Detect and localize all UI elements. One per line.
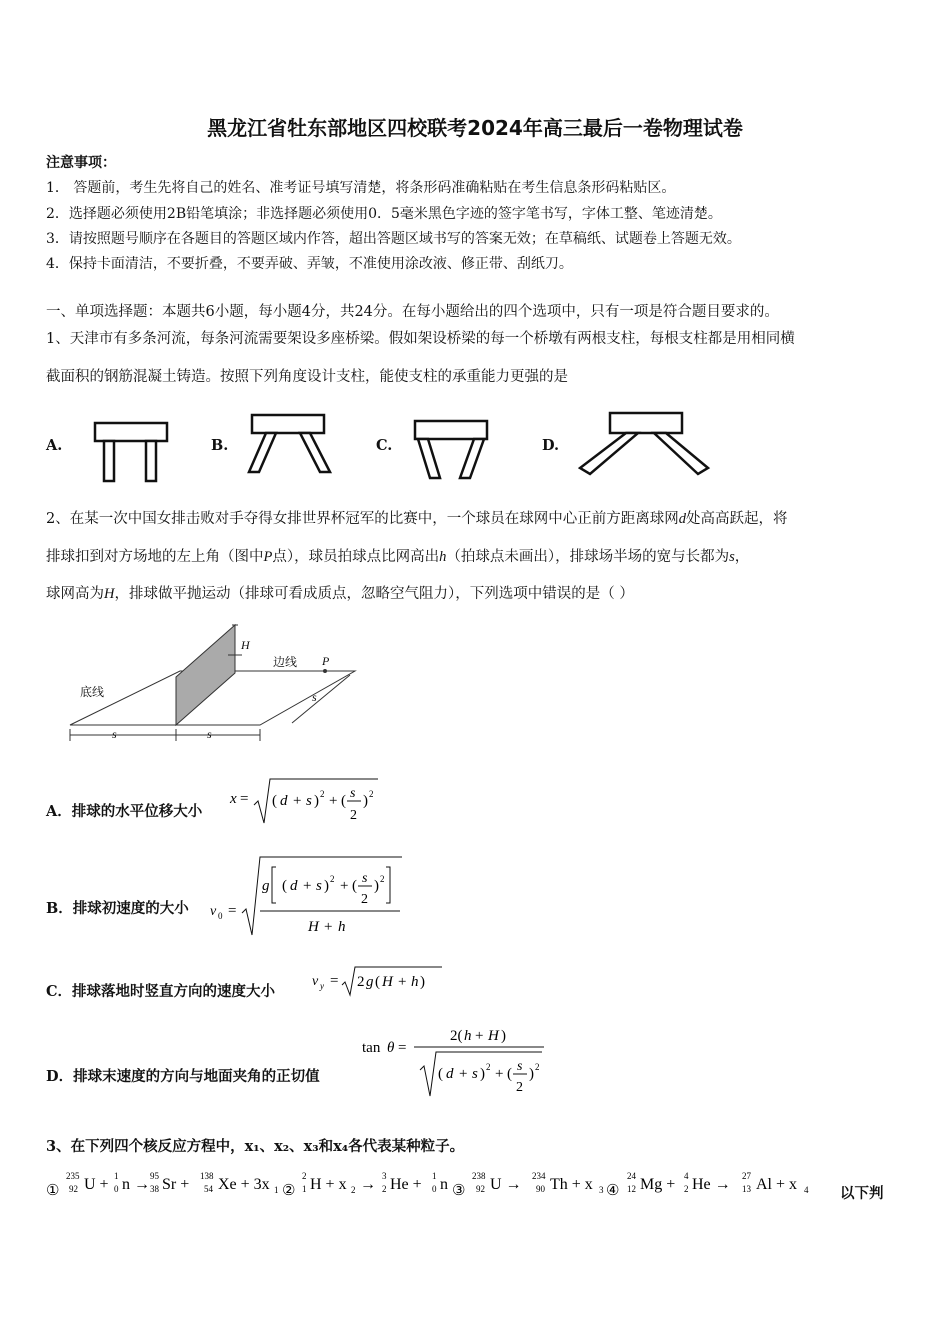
svg-text:(: ( bbox=[375, 974, 380, 990]
svg-text:138: 138 bbox=[200, 1171, 214, 1181]
svg-text:H: H bbox=[488, 1028, 499, 1044]
q2-option-d: D．排球末速度的方向与地面夹角的正切值 bbox=[46, 1068, 320, 1085]
q2-option-d-formula bbox=[362, 1020, 552, 1100]
svg-text:+: + bbox=[398, 974, 407, 990]
svg-text:12: 12 bbox=[627, 1184, 636, 1194]
svg-text:h: h bbox=[338, 919, 346, 935]
svg-text:H + x: H + x bbox=[310, 1176, 347, 1193]
svg-text:235: 235 bbox=[66, 1171, 80, 1181]
notice-item: 1． 答题前，考生先将自己的姓名、准考证号填写清楚，将条形码准确粘贴在考生信息条形码粘贴区。 bbox=[46, 180, 676, 196]
svg-text:Th + x: Th + x bbox=[550, 1176, 593, 1193]
q2-figure-label-baseline: 底线 bbox=[80, 685, 105, 699]
svg-text:h: h bbox=[411, 974, 419, 990]
svg-text:Xe + 3x: Xe + 3x bbox=[218, 1176, 270, 1193]
svg-text:(: ( bbox=[507, 1066, 512, 1082]
svg-text:(: ( bbox=[438, 1066, 443, 1082]
svg-text:+: + bbox=[329, 793, 338, 809]
svg-text:→: → bbox=[360, 1176, 376, 1193]
svg-text:h: h bbox=[464, 1028, 472, 1044]
svg-text:v: v bbox=[210, 904, 217, 919]
svg-text:): ) bbox=[363, 793, 368, 809]
notice-item: 4．保持卡面清洁，不要折叠，不要弄破、弄皱，不准使用涂改液、修正带、刮纸刀。 bbox=[46, 256, 573, 272]
svg-text:2: 2 bbox=[350, 808, 357, 823]
svg-text:1: 1 bbox=[302, 1184, 307, 1194]
svg-text:3: 3 bbox=[382, 1171, 387, 1181]
notice-item: 2．选择题必须使用2B铅笔填涂；非选择题必须使用0．5毫米黑色字迹的签字笔书写，字体工整、笔迹清楚。 bbox=[46, 206, 722, 222]
svg-text:2: 2 bbox=[361, 892, 368, 907]
svg-text:He →: He → bbox=[692, 1176, 731, 1193]
svg-text:2: 2 bbox=[382, 1184, 387, 1194]
svg-text:2: 2 bbox=[320, 789, 325, 799]
svg-text:y: y bbox=[320, 981, 324, 991]
page-title: 黑龙江省牡东部地区四校联考2024年高三最后一卷物理试卷 bbox=[207, 116, 743, 140]
q1-option-d-label: D. bbox=[542, 437, 560, 454]
q2-figure-label-p: P bbox=[322, 654, 330, 668]
q2-figure-label-s-diagonal: s bbox=[312, 690, 317, 704]
svg-text:92: 92 bbox=[476, 1184, 485, 1194]
q1-option-a-figure bbox=[92, 420, 172, 485]
svg-text:Mg +: Mg + bbox=[640, 1176, 676, 1193]
q1-text-line1: 1、天津市有多条河流，每条河流需要架设多座桥梁。假如架设桥梁的每一个桥墩有两根支柱，每根支柱都是用相同横 bbox=[46, 331, 795, 347]
svg-text:v: v bbox=[312, 974, 319, 989]
svg-text:38: 38 bbox=[150, 1184, 159, 1194]
q2-figure-label-s-right: s bbox=[207, 727, 212, 741]
svg-text:0: 0 bbox=[218, 911, 223, 921]
q2-court-figure bbox=[60, 615, 360, 745]
svg-text:4: 4 bbox=[804, 1185, 809, 1195]
q2-text-line2: 排球扣到对方场地的左上角（图中P点），球员拍球点比网高出h（拍球点未画出），排球场半场的宽与长都为s， bbox=[46, 549, 750, 565]
svg-text:s: s bbox=[472, 1066, 478, 1082]
svg-text:s: s bbox=[316, 878, 322, 894]
svg-text:(: ( bbox=[282, 878, 287, 894]
q2-option-c-formula bbox=[312, 965, 452, 999]
svg-text:2: 2 bbox=[369, 789, 374, 799]
svg-text:2: 2 bbox=[535, 1062, 540, 1072]
svg-text:+: + bbox=[324, 919, 333, 935]
svg-text:): ) bbox=[420, 974, 425, 990]
svg-text:54: 54 bbox=[204, 1184, 213, 1194]
svg-text:3: 3 bbox=[599, 1185, 604, 1195]
svg-text:s: s bbox=[517, 1059, 523, 1074]
svg-text:s: s bbox=[306, 793, 312, 809]
svg-text:4: 4 bbox=[684, 1171, 689, 1181]
svg-text:2: 2 bbox=[684, 1184, 689, 1194]
svg-text:g: g bbox=[366, 974, 374, 990]
circle-3: ③ bbox=[452, 1183, 466, 1199]
svg-text:d: d bbox=[280, 793, 288, 809]
svg-text:1: 1 bbox=[432, 1171, 437, 1181]
q2-figure-label-s-left: s bbox=[112, 727, 117, 741]
svg-text:2: 2 bbox=[330, 874, 335, 884]
svg-text:27: 27 bbox=[742, 1171, 751, 1181]
svg-text:+: + bbox=[459, 1066, 468, 1082]
svg-text:n →: n → bbox=[122, 1176, 150, 1193]
svg-text:90: 90 bbox=[536, 1184, 545, 1194]
svg-text:s: s bbox=[350, 786, 356, 801]
svg-text:U →: U → bbox=[490, 1176, 522, 1193]
svg-text:H: H bbox=[308, 919, 319, 935]
q2-figure-label-sideline: 边线 bbox=[273, 655, 298, 669]
notice-item: 3．请按照题号顺序在各题目的答题区域内作答，超出答题区域书写的答案无效；在草稿纸、试题卷上答题无效。 bbox=[46, 231, 741, 247]
svg-text:2: 2 bbox=[351, 1185, 356, 1195]
svg-text:): ) bbox=[324, 878, 329, 894]
q1-option-b-label: B. bbox=[211, 437, 229, 454]
q3-tail: 以下判 bbox=[840, 1185, 884, 1202]
svg-text:2: 2 bbox=[380, 874, 385, 884]
svg-text:(: ( bbox=[352, 878, 357, 894]
svg-text:+: + bbox=[293, 793, 302, 809]
svg-text:13: 13 bbox=[742, 1184, 751, 1194]
svg-text:1: 1 bbox=[274, 1185, 279, 1195]
svg-text:234: 234 bbox=[532, 1171, 546, 1181]
q2-text-line1: 2、在某一次中国女排击败对手夺得女排世界杯冠军的比赛中，一个球员在球网中心正前方距离球网d处高高跃起，将 bbox=[46, 511, 788, 527]
q2-figure-label-h: H bbox=[241, 638, 250, 652]
svg-text:+: + bbox=[475, 1028, 484, 1044]
svg-text:2: 2 bbox=[302, 1171, 307, 1181]
notice-heading: 注意事项： bbox=[46, 155, 116, 171]
svg-text:0: 0 bbox=[432, 1184, 437, 1194]
svg-text:): ) bbox=[529, 1066, 534, 1082]
svg-text:1: 1 bbox=[114, 1171, 119, 1181]
svg-text:+: + bbox=[340, 878, 349, 894]
svg-text:U +: U + bbox=[84, 1176, 109, 1193]
q2-text-line3: 球网高为H，排球做平抛运动（排球可看成质点，忽略空气阻力），下列选项中错误的是（ ） bbox=[46, 586, 634, 602]
svg-text:): ) bbox=[501, 1028, 506, 1044]
svg-text:+: + bbox=[495, 1066, 504, 1082]
svg-text:92: 92 bbox=[69, 1184, 78, 1194]
svg-text:θ: θ bbox=[387, 1040, 395, 1056]
q2-option-a-formula bbox=[228, 777, 388, 827]
svg-text:2(: 2( bbox=[450, 1028, 463, 1044]
svg-text:24: 24 bbox=[627, 1171, 636, 1181]
q3-text-line1: 3、在下列四个核反应方程中，x₁、x₂、x₃和x₄各代表某种粒子。 bbox=[46, 1138, 465, 1155]
svg-text:n: n bbox=[440, 1176, 448, 1193]
svg-text:tan: tan bbox=[362, 1040, 381, 1056]
svg-text:x: x bbox=[230, 791, 237, 807]
svg-text:He +: He + bbox=[390, 1176, 422, 1193]
circle-1: ① bbox=[46, 1183, 60, 1199]
q2-option-b: B．排球初速度的大小 bbox=[46, 900, 189, 917]
q1-text-line2: 截面积的钢筋混凝土铸造。按照下列角度设计支柱，能使支柱的承重能力更强的是 bbox=[46, 369, 568, 385]
svg-text:): ) bbox=[480, 1066, 485, 1082]
svg-text:(: ( bbox=[341, 793, 346, 809]
q3-reactions bbox=[44, 1167, 904, 1207]
svg-text:2: 2 bbox=[486, 1062, 491, 1072]
svg-text:0: 0 bbox=[114, 1184, 119, 1194]
svg-text:2: 2 bbox=[516, 1080, 523, 1095]
svg-text:95: 95 bbox=[150, 1171, 159, 1181]
svg-text:d: d bbox=[290, 878, 298, 894]
q1-option-b-figure bbox=[244, 412, 336, 477]
svg-text:Al + x: Al + x bbox=[756, 1176, 798, 1193]
svg-text:+: + bbox=[303, 878, 312, 894]
svg-text:g: g bbox=[262, 878, 270, 894]
circle-4: ④ bbox=[606, 1183, 620, 1199]
svg-text:238: 238 bbox=[472, 1171, 486, 1181]
svg-text:): ) bbox=[314, 793, 319, 809]
svg-text:2: 2 bbox=[357, 974, 365, 990]
svg-text:=: = bbox=[330, 973, 339, 989]
q1-option-c-label: C. bbox=[376, 437, 393, 454]
svg-text:=: = bbox=[398, 1040, 407, 1056]
q1-option-a-label: A. bbox=[46, 437, 63, 454]
svg-text:H: H bbox=[382, 974, 393, 990]
svg-text:Sr +: Sr + bbox=[162, 1176, 190, 1193]
q2-option-a: A．排球的水平位移大小 bbox=[46, 803, 203, 820]
svg-text:): ) bbox=[374, 878, 379, 894]
svg-text:s: s bbox=[362, 871, 368, 886]
circle-2: ② bbox=[282, 1183, 296, 1199]
section-heading: 一、单项选择题：本题共6小题，每小题4分，共24分。在每小题给出的四个选项中，只有一项是符合题目要求的。 bbox=[46, 304, 779, 320]
svg-text:(: ( bbox=[272, 793, 277, 809]
q1-option-d-figure bbox=[578, 410, 712, 480]
svg-text:=: = bbox=[240, 791, 249, 807]
q2-option-b-formula bbox=[210, 855, 410, 940]
svg-text:d: d bbox=[446, 1066, 454, 1082]
q1-option-c-figure bbox=[410, 418, 495, 483]
svg-text:=: = bbox=[228, 903, 237, 919]
q2-option-c: C．排球落地时竖直方向的速度大小 bbox=[46, 983, 276, 1000]
